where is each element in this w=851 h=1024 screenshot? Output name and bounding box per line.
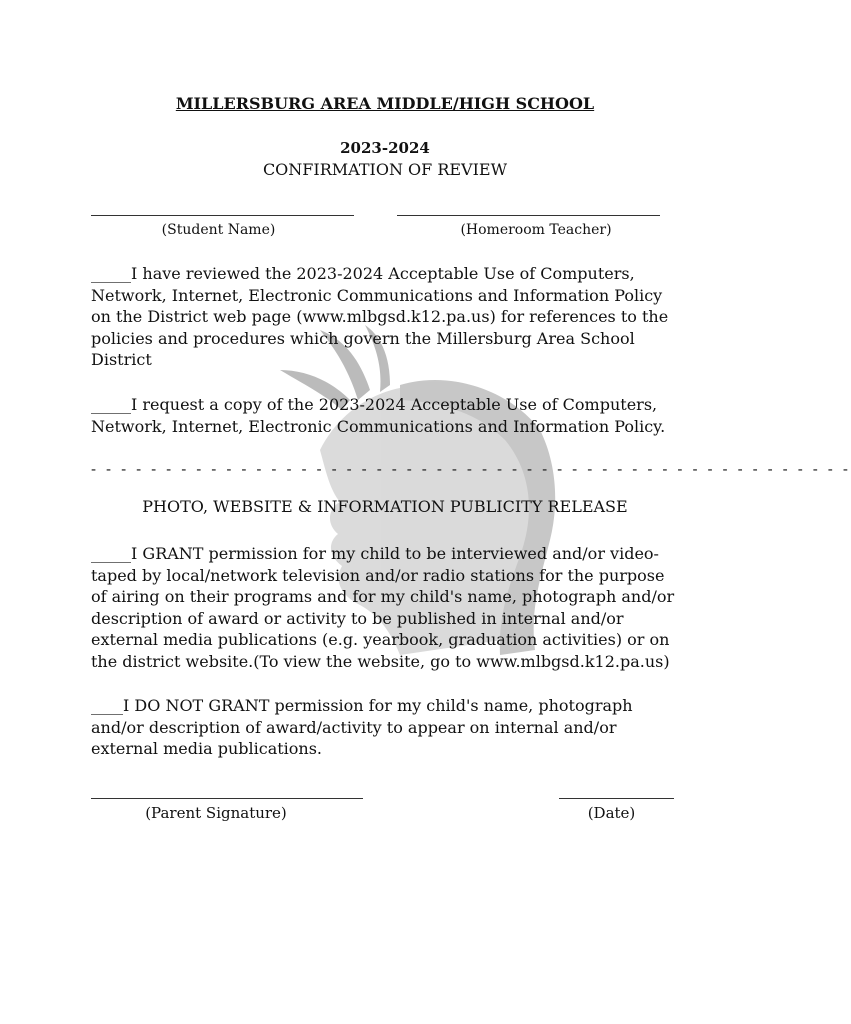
- homeroom-teacher-label: (Homeroom Teacher): [460, 222, 612, 238]
- form-title: CONFIRMATION OF REVIEW: [262, 160, 508, 179]
- date-line[interactable]: [559, 798, 674, 799]
- request-copy-item: _____I request a copy of the 2023-2024 Acceptable Use of Computers, Network, Internet, Electronic Communications and Information Policy.: [91, 395, 666, 436]
- school-title: MILLERSBURG AREA MIDDLE/HIGH SCHOOL: [175, 94, 595, 113]
- school-year: 2023-2024: [340, 139, 430, 157]
- deny-permission-item: ____I DO NOT GRANT permission for my child's name, photograph and/or description of award/activity to appear on internal and/or external media publications.: [91, 696, 633, 759]
- student-name-label: (Student Name): [161, 222, 276, 238]
- review-confirmation-item: _____I have reviewed the 2023-2024 Acceptable Use of Computers, Network, Internet, Electronic Communications and Information Policy on the District web page (www.mlbgsd.k12.pa.us) for references to the policies and procedures which govern the Millersburg Area School District: [91, 264, 669, 370]
- grant-permission-item: _____I GRANT permission for my child to be interviewed and/or video- taped by local/network television and/or radio stations for the purpose of airing on their programs and for my child's name, photograph and/or description of award or activity to be published in internal and/or external media publications (e.g. yearbook, graduation activities) or on the district website.(To view the website, go to www.mlbgsd.k12.pa.us): [91, 544, 675, 671]
- publicity-release-title: PHOTO, WEBSITE & INFORMATION PUBLICITY RELEASE: [142, 497, 628, 516]
- homeroom-teacher-line[interactable]: [397, 215, 660, 216]
- parent-signature-line[interactable]: [91, 798, 363, 799]
- date-label: (Date): [587, 804, 636, 822]
- student-name-line[interactable]: [91, 215, 354, 216]
- section-divider: - - - - - - - - - - - - - - - - - - - - - - - - - - - - - - - - - - - - - - - - - - - - - - - - - - -: [91, 460, 851, 478]
- parent-signature-label: (Parent Signature): [145, 804, 287, 822]
